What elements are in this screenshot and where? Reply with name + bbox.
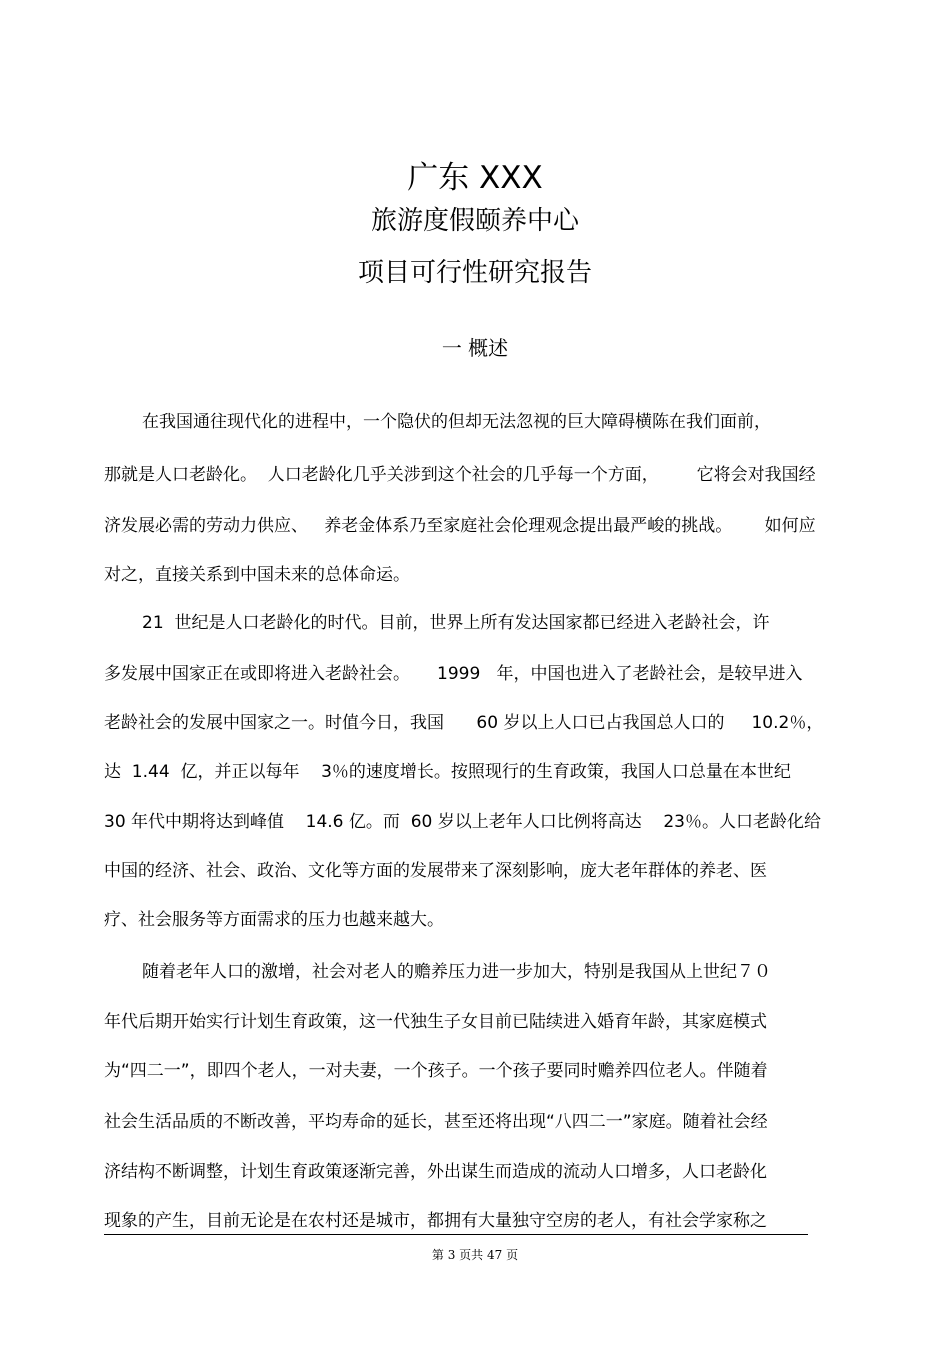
paragraph-line: 年代后期开始实行计划生育政策，这一代独生子女目前已陆续进入婚育年龄，其家庭模式 (104, 1012, 767, 1032)
paragraph-line: 老龄社会的发展中国家之一。时值今日，我国 60 岁以上人口已占我国总人口的 10.2％， (104, 713, 824, 733)
paragraph-line: 对之，直接关系到中国未来的总体命运。 (104, 565, 410, 585)
document-title-company: 广东 XXX (407, 160, 543, 196)
document-title-report: 项目可行性研究报告 (357, 258, 592, 288)
paragraph-line: 社会生活品质的不断改善，平均寿命的延长，甚至还将出现“八四二一”家庭。随着社会经 (104, 1112, 768, 1132)
paragraph-line: 现象的产生，目前无论是在农村还是城市，都拥有大量独守空房的老人，有社会学家称之 (104, 1211, 767, 1231)
paragraph-line: 达 1.44 亿，并正以每年 3％的速度增长。按照现行的生育政策，我国人口总量在本世纪 (104, 762, 791, 782)
paragraph-line: 那就是人口老龄化。 人口老龄化几乎关涉到这个社会的几乎每一个方面， 它将会对我国经 (104, 465, 816, 485)
paragraph-line: 随着老年人口的激增，社会对老人的赡养压力进一步加大，特别是我国从上世纪７０ (142, 962, 771, 982)
paragraph-line: 为“四二一”，即四个老人，一对夫妻，一个孩子。一个孩子要同时赡养四位老人。伴随着 (104, 1061, 768, 1081)
page-number: 第 3 页共 47 页 (431, 1248, 519, 1262)
document-title-project: 旅游度假颐养中心 (370, 206, 579, 236)
section-heading: 一 概述 (441, 336, 509, 360)
paragraph-line: 30 年代中期将达到峰值 14.6 亿。而 60 岁以上老年人口比例将高达 23％。人口老龄化给 (104, 812, 821, 832)
paragraph-line: 在我国通往现代化的进程中，一个隐伏的但却无法忽视的巨大障碍横陈在我们面前， (142, 412, 771, 432)
paragraph-line: 济发展必需的劳动力供应、 养老金体系乃至家庭社会伦理观念提出最严峻的挑战。 如何应 (104, 516, 816, 536)
paragraph-line: 多发展中国家正在或即将进入老龄社会。 1999 年，中国也进入了老龄社会，是较早进入 (104, 664, 803, 684)
paragraph-line: 济结构不断调整，计划生育政策逐渐完善，外出谋生而造成的流动人口增多，人口老龄化 (104, 1162, 767, 1182)
paragraph-line: 21 世纪是人口老龄化的时代。目前，世界上所有发达国家都已经进入老龄社会，许 (142, 613, 770, 633)
paragraph-line: 疗、社会服务等方面需求的压力也越来越大。 (104, 910, 444, 930)
paragraph-line: 中国的经济、社会、政治、文化等方面的发展带来了深刻影响，庞大老年群体的养老、医 (104, 861, 767, 881)
footer-divider (104, 1234, 808, 1235)
